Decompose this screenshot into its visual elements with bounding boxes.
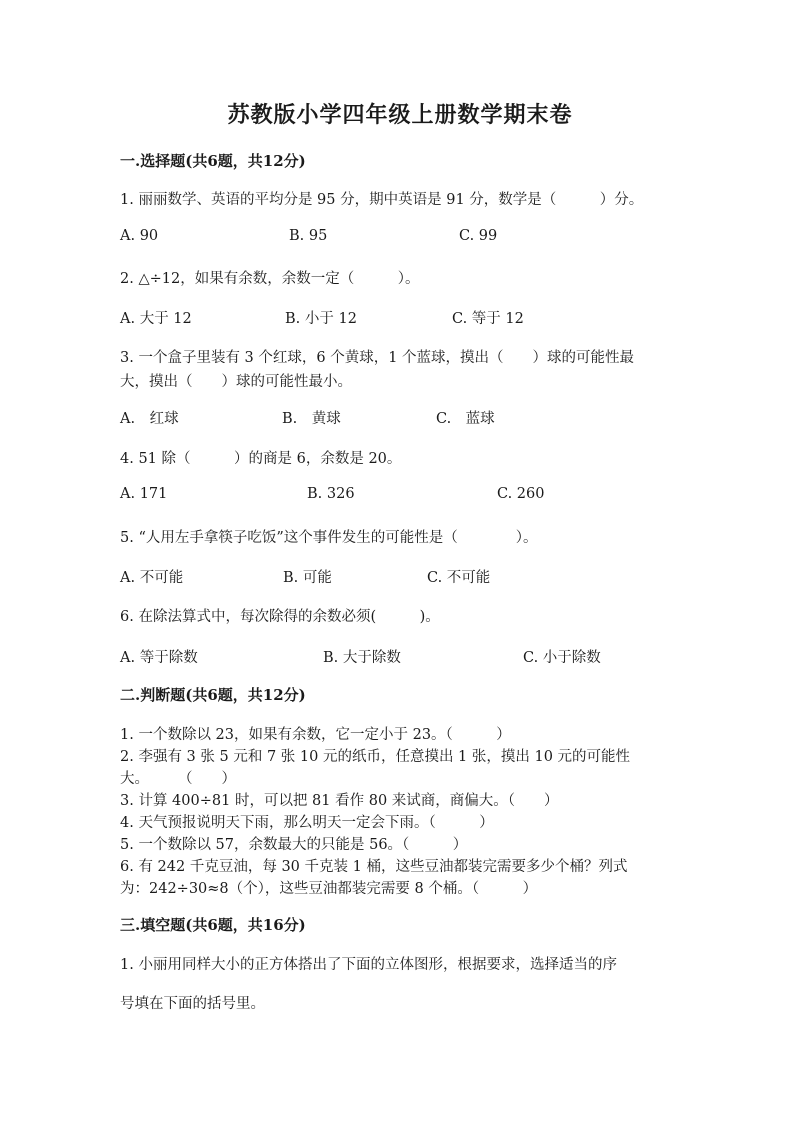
judgment-line-4: 3. 计算 400÷81 时，可以把 81 看作 80 来试商，商偏大。（ ）	[120, 793, 559, 809]
question-5-option-b: B. 可能	[283, 570, 332, 586]
question-6-option-b: B. 大于除数	[323, 650, 401, 666]
question-2-option-a: A. 大于 12	[120, 311, 192, 327]
judgment-line-3: 大。 （ ）	[120, 771, 236, 787]
section-header-fill-in: 三.填空题(共6题，共16分)	[120, 916, 306, 934]
question-3-stem-line-2: 大，摸出（ ）球的可能性最小。	[120, 374, 352, 390]
page-title: 苏教版小学四年级上册数学期末卷	[227, 102, 573, 128]
question-3-option-a: A. 红球	[120, 411, 179, 427]
question-4-option-b: B. 326	[307, 486, 355, 502]
fill-in-line-1: 1. 小丽用同样大小的正方体搭出了下面的立体图形，根据要求，选择适当的序	[120, 957, 617, 973]
question-1-option-a: A. 90	[120, 228, 159, 244]
judgment-line-1: 1. 一个数除以 23，如果有余数，它一定小于 23。（ ）	[120, 727, 511, 743]
question-5-option-a: A. 不可能	[120, 570, 184, 586]
judgment-line-2: 2. 李强有 3 张 5 元和 7 张 10 元的纸币，任意摸出 1 张，摸出 10 元的可能性	[120, 749, 631, 765]
judgment-line-8: 为：242÷30≈8（个），这些豆油都装完需要 8 个桶。（ ）	[120, 881, 538, 897]
question-6-option-c: C. 小于除数	[523, 650, 601, 666]
judgment-line-6: 5. 一个数除以 57，余数最大的只能是 56。（ ）	[120, 837, 468, 853]
section-header-choice: 一.选择题(共6题，共12分)	[120, 152, 306, 170]
question-1-option-c: C. 99	[459, 228, 498, 244]
question-6-option-a: A. 等于除数	[120, 650, 198, 666]
question-4-stem: 4. 51 除（ ）的商是 6，余数是 20。	[120, 451, 402, 467]
question-4-option-c: C. 260	[497, 486, 545, 502]
question-6-stem: 6. 在除法算式中，每次除得的余数必须( )。	[120, 609, 440, 625]
question-5-stem: 5. “人用左手拿筷子吃饭”这个事件发生的可能性是（ ）。	[120, 530, 538, 546]
judgment-line-5: 4. 天气预报说明天下雨，那么明天一定会下雨。（ ）	[120, 815, 494, 831]
question-5-option-c: C. 不可能	[427, 570, 491, 586]
question-4-option-a: A. 171	[120, 486, 168, 502]
question-3-option-c: C. 蓝球	[436, 411, 495, 427]
question-1-option-b: B. 95	[289, 228, 328, 244]
question-3-stem-line-1: 3. 一个盒子里装有 3 个红球，6 个黄球，1 个蓝球，摸出（ ）球的可能性最	[120, 350, 635, 366]
fill-in-line-2: 号填在下面的括号里。	[120, 996, 265, 1012]
question-2-option-b: B. 小于 12	[285, 311, 357, 327]
section-header-judgment: 二.判断题(共6题，共12分)	[120, 686, 306, 704]
question-2-option-c: C. 等于 12	[452, 311, 524, 327]
judgment-line-7: 6. 有 242 千克豆油，每 30 千克装 1 桶，这些豆油都装完需要多少个桶？列式	[120, 859, 628, 875]
question-2-stem: 2. △÷12，如果有余数，余数一定（ ）。	[120, 271, 420, 287]
question-3-option-b: B. 黄球	[282, 411, 341, 427]
question-1-stem: 1. 丽丽数学、英语的平均分是 95 分，期中英语是 91 分，数学是（ ）分。	[120, 192, 644, 208]
